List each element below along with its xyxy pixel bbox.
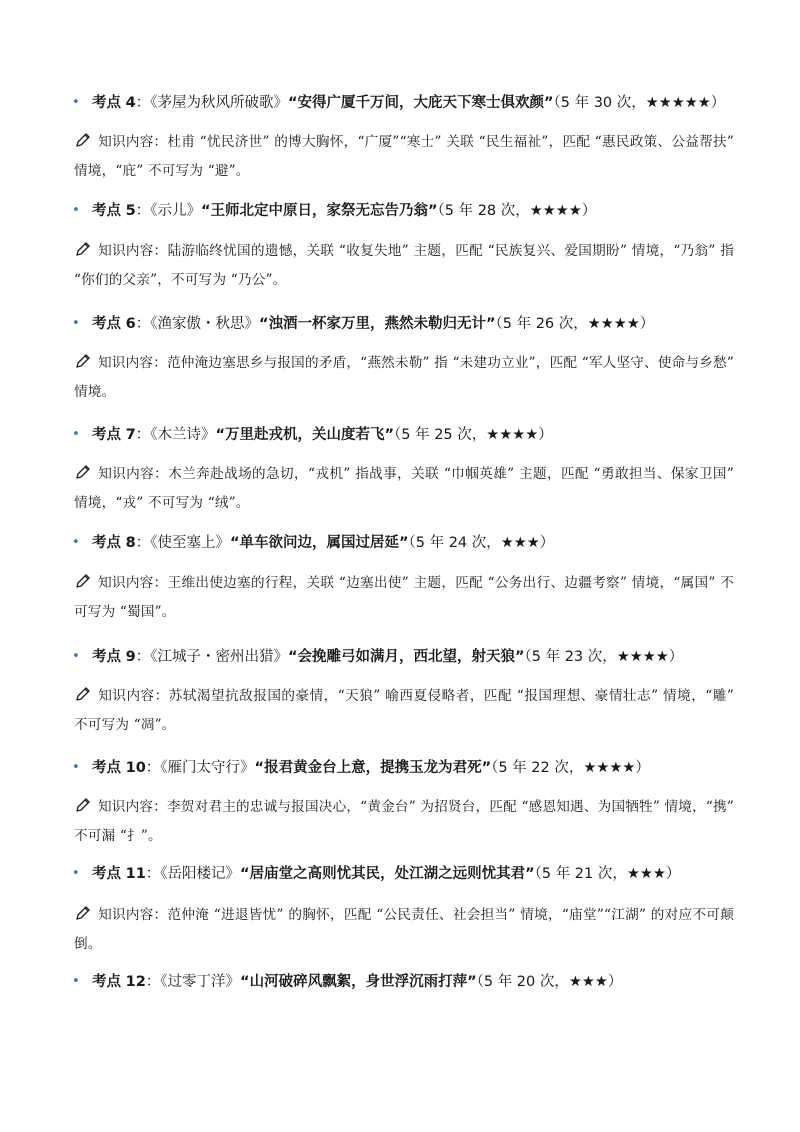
pencil-icon bbox=[74, 131, 92, 149]
point-separator: ： bbox=[145, 866, 161, 882]
point-label: 考点 bbox=[92, 974, 121, 990]
knowledge-label: 知识内容： bbox=[98, 688, 169, 704]
frequency-meta: （5 年 26 次，★★★★） bbox=[495, 316, 655, 332]
quote-line: “安得广厦千万间，大庇天下寒士俱欢颜” bbox=[287, 95, 554, 111]
frequency-meta: （5 年 21 次，★★★） bbox=[534, 866, 681, 882]
knowledge-content-9 bbox=[74, 682, 734, 740]
exam-point-4 bbox=[72, 91, 762, 115]
point-separator: ： bbox=[135, 535, 151, 551]
frequency-meta: （5 年 25 次，★★★★） bbox=[394, 427, 553, 443]
poem-title: 《岳阳楼记》 bbox=[160, 866, 241, 882]
point-separator: ： bbox=[135, 649, 151, 665]
point-separator: ： bbox=[135, 316, 151, 332]
quote-line: “万里赴戎机，关山度若飞” bbox=[215, 427, 395, 443]
quote-line: “会挽雕弓如满月，西北望，射天狼” bbox=[287, 649, 525, 665]
bullet: • bbox=[72, 866, 80, 881]
point-separator: ： bbox=[135, 95, 151, 111]
pencil-icon bbox=[74, 685, 92, 703]
knowledge-text: 范仲淹边塞思乡与报国的矛盾，“燕然未勒” 指 “未建功立业”，匹配 “军人坚守、使命与乡愁” 情境。 bbox=[74, 355, 735, 400]
point-number: 9 bbox=[125, 649, 136, 665]
point-separator: ： bbox=[145, 760, 161, 776]
knowledge-text: 范仲淹 “进退皆忧” 的胸怀，匹配 “公民责任、社会担当” 情境，“庙堂”“江湖” 的对应不可颠倒。 bbox=[74, 907, 734, 952]
knowledge-text: 木兰奔赴战场的急切，“戎机” 指战事，关联 “巾帼英雄” 主题，匹配 “勇敢担当、保家卫国” 情境，“戎” 不可写为 “绒”。 bbox=[74, 466, 735, 511]
point-label: 考点 bbox=[92, 427, 121, 443]
knowledge-text: 苏轼渴望抗敌报国的豪情，“天狼” 喻西夏侵略者，匹配 “报国理想、豪情壮志” 情境，“雕” 不可写为 “凋”。 bbox=[74, 688, 734, 733]
point-label: 考点 bbox=[92, 760, 121, 776]
exam-point-12 bbox=[72, 970, 762, 994]
frequency-meta: （5 年 30 次，★★★★★） bbox=[553, 95, 726, 111]
point-number: 8 bbox=[125, 535, 136, 551]
frequency-meta: （5 年 24 次，★★★） bbox=[408, 535, 555, 551]
bullet: • bbox=[72, 760, 80, 775]
exam-point-10 bbox=[72, 756, 762, 780]
bullet: • bbox=[72, 316, 80, 331]
pencil-icon bbox=[74, 463, 92, 481]
frequency-meta: （5 年 28 次，★★★★） bbox=[437, 203, 597, 219]
point-number: 4 bbox=[125, 95, 136, 111]
bullet: • bbox=[72, 203, 80, 218]
knowledge-content-4 bbox=[74, 128, 734, 186]
knowledge-text: 陆游临终忧国的遗憾，关联 “收复失地” 主题，匹配 “民族复兴、爱国期盼” 情境，“乃翁” 指 “你们的父亲”，不可写为 “乃公”。 bbox=[74, 243, 734, 288]
quote-line: “居庙堂之高则忧其民，处江湖之远则忧其君” bbox=[240, 866, 535, 882]
point-number: 10 bbox=[125, 760, 146, 776]
exam-point-7 bbox=[72, 423, 762, 447]
knowledge-content-8 bbox=[74, 569, 734, 627]
point-number: 11 bbox=[125, 866, 146, 882]
knowledge-label: 知识内容： bbox=[98, 355, 167, 371]
poem-title: 《示儿》 bbox=[150, 203, 201, 219]
knowledge-content-11 bbox=[74, 901, 734, 959]
knowledge-label: 知识内容： bbox=[98, 575, 168, 591]
knowledge-label: 知识内容： bbox=[98, 243, 168, 259]
point-label: 考点 bbox=[92, 316, 121, 332]
poem-title: 《江城子・密州出猎》 bbox=[150, 649, 288, 665]
frequency-meta: （5 年 22 次，★★★★） bbox=[491, 760, 650, 776]
quote-line: “报君黄金台上意，提携玉龙为君死” bbox=[254, 760, 492, 776]
knowledge-text: 王维出使边塞的行程，关联 “边塞出使” 主题，匹配 “公务出行、边疆考察” 情境，“属国” 不可写为 “蜀国”。 bbox=[74, 575, 734, 620]
bullet: • bbox=[72, 535, 80, 550]
bullet: • bbox=[72, 427, 80, 442]
knowledge-content-5 bbox=[74, 237, 734, 295]
pencil-icon bbox=[74, 904, 92, 922]
quote-line: “山河破碎风飘絮，身世浮沉雨打萍” bbox=[240, 974, 477, 990]
point-number: 7 bbox=[125, 427, 136, 443]
poem-title: 《渔家傲・秋思》 bbox=[150, 316, 259, 332]
point-number: 12 bbox=[125, 974, 146, 990]
exam-point-9 bbox=[72, 645, 762, 669]
quote-line: “浊酒一杯家万里，燕然未勒归无计” bbox=[258, 316, 496, 332]
bullet: • bbox=[72, 95, 80, 110]
pencil-icon bbox=[74, 572, 92, 590]
knowledge-content-10 bbox=[74, 793, 734, 851]
knowledge-label: 知识内容： bbox=[98, 466, 169, 482]
knowledge-content-6 bbox=[74, 349, 734, 407]
knowledge-label: 知识内容： bbox=[98, 134, 168, 150]
knowledge-text: 杜甫 “忧民济世” 的博大胸怀，“广厦”“寒士” 关联 “民生福祉”，匹配 “惠民政策、公益帮扶” 情境，“庇” 不可写为 “避”。 bbox=[74, 134, 734, 179]
quote-line: “王师北定中原日，家祭无忘告乃翁” bbox=[200, 203, 438, 219]
point-label: 考点 bbox=[92, 535, 121, 551]
point-number: 5 bbox=[125, 203, 136, 219]
poem-title: 《使至塞上》 bbox=[150, 535, 230, 551]
exam-point-8 bbox=[72, 531, 762, 555]
pencil-icon bbox=[74, 796, 92, 814]
knowledge-content-7 bbox=[74, 460, 734, 518]
frequency-meta: （5 年 20 次，★★★） bbox=[476, 974, 623, 990]
poem-title: 《木兰诗》 bbox=[150, 427, 216, 443]
poem-title: 《茅屋为秋风所破歌》 bbox=[150, 95, 288, 111]
exam-point-6 bbox=[72, 312, 762, 336]
knowledge-label: 知识内容： bbox=[98, 799, 167, 815]
point-label: 考点 bbox=[92, 866, 121, 882]
frequency-meta: （5 年 23 次，★★★★） bbox=[524, 649, 684, 665]
pencil-icon bbox=[74, 352, 92, 370]
bullet: • bbox=[72, 649, 80, 664]
point-separator: ： bbox=[145, 974, 161, 990]
point-label: 考点 bbox=[92, 649, 121, 665]
exam-point-5 bbox=[72, 199, 762, 223]
bullet: • bbox=[72, 974, 80, 989]
point-label: 考点 bbox=[92, 203, 121, 219]
point-separator: ： bbox=[135, 203, 151, 219]
poem-title: 《雁门太守行》 bbox=[160, 760, 255, 776]
point-label: 考点 bbox=[92, 95, 121, 111]
pencil-icon bbox=[74, 240, 92, 258]
poem-title: 《过零丁洋》 bbox=[160, 974, 241, 990]
quote-line: “单车欲问边，属国过居延” bbox=[229, 535, 409, 551]
knowledge-text: 李贺对君主的忠诚与报国决心，“黄金台” 为招贤台，匹配 “感恩知遇、为国牺牲” 情境，“携” 不可漏 “扌”。 bbox=[74, 799, 735, 844]
exam-point-11 bbox=[72, 862, 762, 886]
point-number: 6 bbox=[125, 316, 136, 332]
point-separator: ： bbox=[135, 427, 151, 443]
knowledge-label: 知识内容： bbox=[98, 907, 168, 923]
